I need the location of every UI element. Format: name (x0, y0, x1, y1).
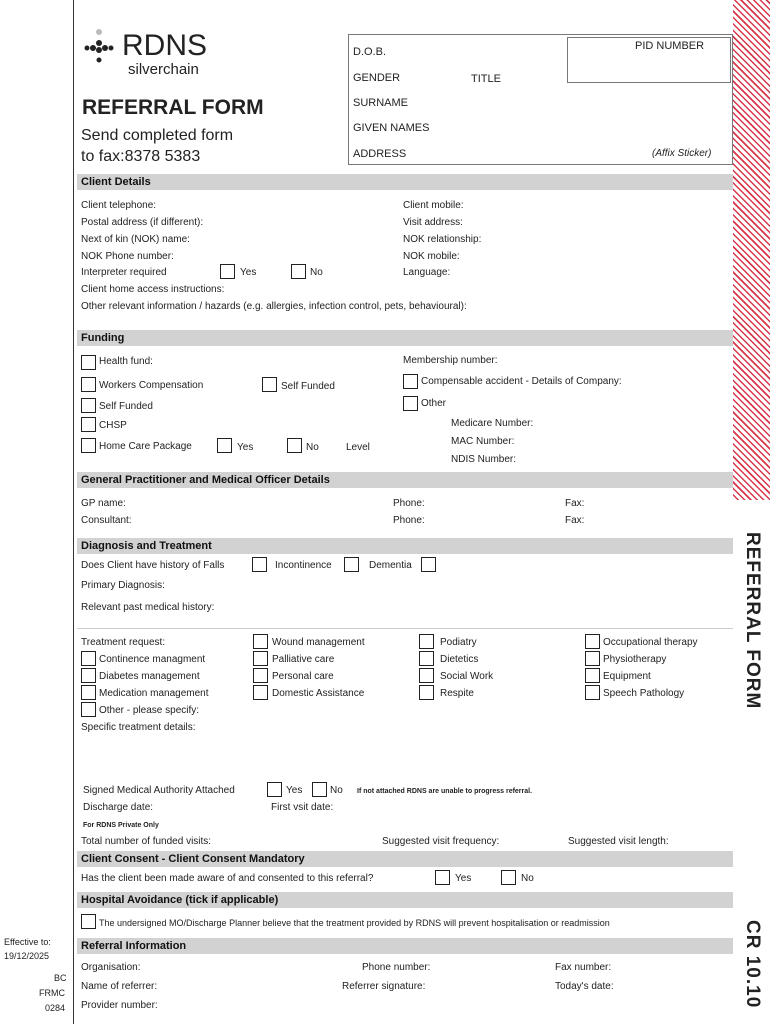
home-care-yes-label: Yes (237, 442, 254, 453)
nok-mobile: NOK mobile: (403, 251, 460, 262)
send-line-2: to fax:8378 5383 (81, 148, 201, 165)
personal-care-label: Personal care (272, 671, 334, 682)
respite-label: Respite (440, 688, 474, 699)
footer-code-1: BC (54, 973, 67, 983)
language: Language: (403, 267, 451, 278)
consent-heading: Client Consent - Client Consent Mandatory (77, 851, 733, 867)
speech-checkbox[interactable] (585, 685, 600, 700)
effective-label: Effective to: (4, 937, 51, 947)
ot-label: Occupational therapy (603, 637, 698, 648)
diabetes-label: Diabetes management (99, 671, 200, 682)
referral-fax: Fax number: (555, 962, 612, 973)
interpreter-required: Interpreter required (81, 267, 167, 278)
equipment-label: Equipment (603, 671, 651, 682)
compensable-checkbox[interactable] (403, 374, 418, 389)
wound-label: Wound management (272, 637, 365, 648)
patient-title: TITLE (471, 73, 501, 85)
chsp-label: CHSP (99, 420, 127, 431)
signed-warning: If not attached RDNS are unable to progress referral. (357, 788, 533, 795)
speech-label: Speech Pathology (603, 688, 685, 699)
rdns-logo-icon (82, 28, 120, 66)
membership-number: Membership number: (403, 355, 498, 366)
home-care-no-checkbox[interactable] (287, 438, 302, 453)
home-access: Client home access instructions: (81, 284, 225, 295)
personal-care-checkbox[interactable] (253, 668, 268, 683)
interpreter-yes-label: Yes (240, 267, 257, 278)
signed-authority: Signed Medical Authority Attached (83, 785, 235, 796)
hospital-heading: Hospital Avoidance (tick if applicable) (77, 892, 733, 908)
provider-number: Provider number: (81, 1000, 158, 1011)
client-details-heading: Client Details (77, 174, 733, 190)
client-telephone: Client telephone: (81, 200, 157, 211)
medicare-number: Medicare Number: (451, 418, 534, 429)
self-funded-mid-checkbox[interactable] (262, 377, 277, 392)
medication-checkbox[interactable] (81, 685, 96, 700)
nok-phone: NOK Phone number: (81, 251, 174, 262)
diagnosis-heading: Diagnosis and Treatment (77, 538, 733, 554)
affix-sticker: (Affix Sticker) (652, 148, 712, 159)
patient-surname: SURNAME (353, 97, 409, 109)
home-care-no-label: No (306, 442, 319, 453)
home-care-label: Home Care Package (99, 441, 192, 452)
treatment-request: Treatment request: (81, 637, 166, 648)
other-treatment-checkbox[interactable] (81, 702, 96, 717)
falls-checkbox[interactable] (252, 557, 267, 572)
funding-heading: Funding (77, 330, 733, 346)
nok-name: Next of kin (NOK) name: (81, 234, 190, 245)
gp-heading: General Practitioner and Medical Officer Details (77, 472, 733, 488)
ot-checkbox[interactable] (585, 634, 600, 649)
private-only: For RDNS Private Only (83, 822, 159, 829)
footer-code-3: 0284 (45, 1003, 66, 1013)
consultant: Consultant: (81, 515, 132, 526)
side-code: CR 10.10 (742, 920, 763, 1009)
continence-checkbox[interactable] (81, 651, 96, 666)
nok-relationship: NOK relationship: (403, 234, 482, 245)
social-work-label: Social Work (440, 671, 494, 682)
client-mobile: Client mobile: (403, 200, 464, 211)
consent-no-label: No (521, 873, 534, 884)
primary-diagnosis: Primary Diagnosis: (81, 580, 165, 591)
consultant-fax: Fax: (565, 515, 585, 526)
discharge-date: Discharge date: (83, 802, 154, 813)
postal-address: Postal address (if different): (81, 217, 204, 228)
footer-code-2: FRMC (39, 988, 65, 998)
incontinence-label: Incontinence (275, 560, 332, 571)
signed-no-checkbox[interactable] (312, 782, 327, 797)
self-funded-mid-label: Self Funded (281, 381, 335, 392)
interpreter-yes-checkbox[interactable] (220, 264, 235, 279)
dietetics-label: Dietetics (440, 654, 479, 665)
gp-name: GP name: (81, 498, 126, 509)
dementia-checkbox[interactable] (421, 557, 436, 572)
incontinence-checkbox[interactable] (344, 557, 359, 572)
consent-yes-label: Yes (455, 873, 472, 884)
home-care-yes-checkbox[interactable] (217, 438, 232, 453)
other-funding-label: Other (421, 398, 447, 409)
visit-frequency: Suggested visit frequency: (382, 836, 500, 847)
interpreter-no-checkbox[interactable] (291, 264, 306, 279)
continence-label: Continence managment (99, 654, 206, 665)
signed-no-label: No (330, 785, 343, 796)
brand-name: RDNS (122, 29, 208, 62)
side-hatch-band (733, 0, 770, 500)
total-visits: Total number of funded visits: (81, 836, 212, 847)
visit-length: Suggested visit length: (568, 836, 669, 847)
patient-gender: GENDER (353, 72, 401, 84)
referral-heading: Referral Information (77, 938, 733, 954)
chsp-checkbox[interactable] (81, 417, 96, 432)
signed-yes-checkbox[interactable] (267, 782, 282, 797)
domestic-checkbox[interactable] (253, 685, 268, 700)
treatment-divider (77, 628, 733, 629)
todays-date: Today's date: (555, 981, 614, 992)
referrer-signature: Referrer signature: (342, 981, 426, 992)
mac-number: MAC Number: (451, 436, 515, 447)
consent-yes-checkbox[interactable] (435, 870, 450, 885)
organisation-label: Organisation: (81, 962, 141, 973)
form-title: REFERRAL FORM (82, 96, 264, 119)
specific-details: Specific treatment details: (81, 722, 196, 733)
signed-yes-label: Yes (286, 785, 303, 796)
referral-phone: Phone number: (362, 962, 431, 973)
consent-no-checkbox[interactable] (501, 870, 516, 885)
ndis-number: NDIS Number: (451, 454, 517, 465)
patient-dob: D.O.B. (353, 46, 387, 58)
physio-checkbox[interactable] (585, 651, 600, 666)
falls-question: Does Client have history of Falls (81, 560, 225, 571)
palliative-checkbox[interactable] (253, 651, 268, 666)
workers-comp-checkbox[interactable] (81, 377, 96, 392)
physio-label: Physiotherapy (603, 654, 667, 665)
dementia-label: Dementia (369, 560, 412, 571)
medication-label: Medication management (99, 688, 209, 699)
first-visit-date: First vsit date: (271, 802, 334, 813)
other-funding-checkbox[interactable] (403, 396, 418, 411)
social-work-checkbox[interactable] (419, 668, 434, 683)
workers-comp-label: Workers Compensation (99, 380, 204, 391)
other-info: Other relevant information / hazards (e.g. allergies, infection control, pets, behavioural): (81, 301, 467, 312)
health-fund-label: Health fund: (99, 356, 153, 367)
self-funded-label: Self Funded (99, 401, 153, 412)
respite-checkbox[interactable] (419, 685, 434, 700)
patient-given: GIVEN NAMES (353, 122, 430, 134)
referrer-name: Name of referrer: (81, 981, 158, 992)
palliative-label: Palliative care (272, 654, 335, 665)
diabetes-checkbox[interactable] (81, 668, 96, 683)
self-funded-checkbox[interactable] (81, 398, 96, 413)
pid-label: PID NUMBER (635, 40, 705, 52)
send-line-1: Send completed form (81, 127, 234, 144)
past-history: Relevant past medical history: (81, 602, 215, 613)
gp-fax: Fax: (565, 498, 585, 509)
consultant-phone: Phone: (393, 515, 425, 526)
dietetics-checkbox[interactable] (419, 651, 434, 666)
patient-address: ADDRESS (353, 148, 407, 160)
other-treatment-label: Other - please specify: (99, 705, 200, 716)
gp-phone: Phone: (393, 498, 425, 509)
wound-checkbox[interactable] (253, 634, 268, 649)
consent-question: Has the client been made aware of and consented to this referral? (81, 873, 374, 884)
hospital-statement: The undersigned MO/Discharge Planner believe that the treatment provided by RDNS will prevent hospitalisation or readmission (99, 918, 610, 928)
podiatry-checkbox[interactable] (419, 634, 434, 649)
health-fund-checkbox[interactable] (81, 355, 96, 370)
side-title: REFERRAL FORM (742, 532, 763, 710)
level-label: Level (346, 442, 370, 453)
hospital-checkbox[interactable] (81, 914, 96, 929)
compensable-label: Compensable accident - Details of Company: (421, 376, 622, 387)
podiatry-label: Podiatry (440, 637, 477, 648)
visit-address: Visit address: (403, 217, 463, 228)
effective-date: 19/12/2025 (4, 951, 50, 961)
interpreter-no-label: No (310, 267, 323, 278)
brand-sub: silverchain (128, 61, 199, 78)
equipment-checkbox[interactable] (585, 668, 600, 683)
left-margin-line (73, 0, 74, 1024)
home-care-checkbox[interactable] (81, 438, 96, 453)
domestic-label: Domestic Assistance (272, 688, 365, 699)
